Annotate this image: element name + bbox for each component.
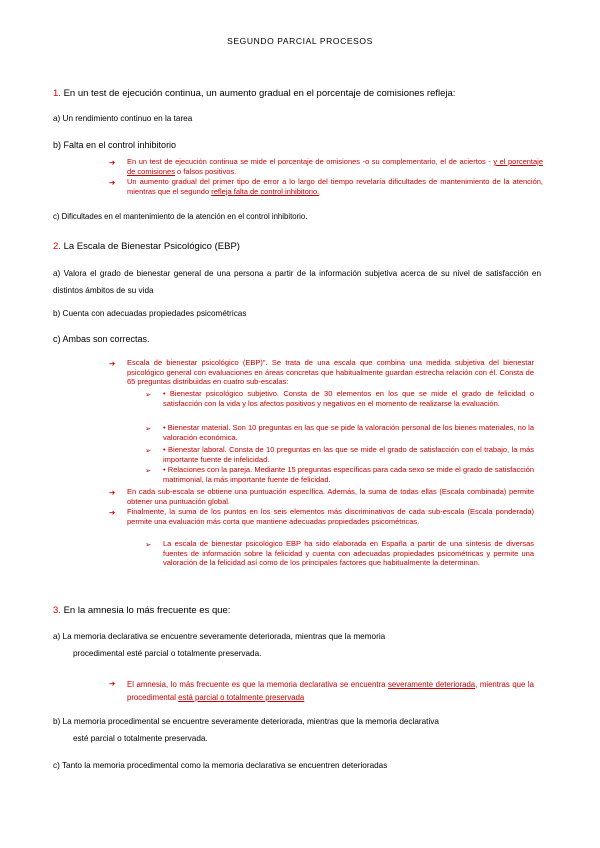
q2-subitem-4: • Relaciones con la pareja. Mediante 15 preguntas específicas para cada sexo se mide el grado de satisfacción matrimonial, la más importante fuente de felicidad. [163,465,534,484]
q2-subitem-2: • Bienestar material. Son 10 preguntas en las que se pide la valoración personal de los bienes materiales, no la valoración económica. [163,423,534,442]
q2-subitem-3: • Bienestar laboral. Consta de 10 preguntas en las que se mide el grado de satisfacción con el trabajo, la más importante fuente de infelicidad. [163,445,534,464]
q1-option-c: c) Dificultades en el mantenimiento de la atención en el control inhibitorio. [53,212,308,221]
q2-answer-1: Escala de bienestar psicológico (EBP)". Se trata de una escala que combina una medida subjetiva del bienestar psicológico general con evaluaciones en áreas concretas que habitualmente guardan estrecha relación con él. Consta de 65 preguntas distribuidas en cuatro sub-escalas: [127,358,534,386]
question-2 [53,241,240,252]
arrow-icon: ➔ [109,158,116,167]
q1-option-a: a) Un rendimiento continuo en la tarea [53,114,193,123]
q3-answer: El amnesia, lo más frecuente es que la memoria declarativa se encuentra severamente deteriorada, mientras que la procedimental está parcial o totalmente preservada [127,680,534,702]
question-text: La Escala de Bienestar Psicológico (EBP) [60,241,240,252]
q3-option-c: c) Tanto la memoria procedimental como la memoria declarativa se encuentren deterioradas [53,761,388,770]
q2-subitem-5: La escala de bienestar psicológico EBP ha sido elaborada en España a partir de una síntesis de diversas fuentes de información sobre la felicidad y cuenta con adecuadas propiedades psicométricas y permite una valoración de la felicidad así como de los principales factores que habitualmente la determinan. [163,539,534,567]
question-number: 3. [53,605,61,616]
question-1 [53,88,455,99]
sub-arrow-icon: ➢ [145,424,152,433]
sub-arrow-icon: ➢ [145,390,152,399]
question-number: 2. [53,241,61,252]
q2-answer-2: En cada sub-escala se obtiene una puntuación específica. Además, la suma de todas ellas (Escala combinada) permite obtener una puntuación global. [127,487,534,506]
sub-arrow-icon: ➢ [145,446,152,455]
q2-subitem-1: • Bienestar psicológico subjetivo. Consta de 30 elementos en los que se mide el grado de felicidad o satisfacción con la vida y los afectos positivos y negativos en el momento de realizarse la evaluación. [163,389,534,408]
question-3 [53,605,230,616]
question-text: En un test de ejecución continua, un aumento gradual en el porcentaje de comisiones refleja: [60,88,456,99]
q1-answer-1: En un test de ejecución continua se mide el porcentaje de omisiones -o su complementario, el de aciertos - y el porcentaje de comisiones o falsos positivos. [127,157,543,176]
q2-answer-3: Finalmente, la suma de los puntos en los seis elementos más discriminativos de cada sub-escala (Escala ponderada) permite una evaluación más corta que mantiene adecuadas propiedades psicométricas. [127,507,534,526]
q3-option-a: a) La memoria declarativa se encuentre severamente deteriorada, mientras que la memoria procedimental esté parcial o totalmente preservada. [53,632,386,658]
q2-option-b: b) Cuenta con adecuadas propiedades psicométricas [53,309,247,318]
question-text: En la amnesia lo más frecuente es que: [60,605,231,616]
sub-arrow-icon: ➢ [145,466,152,475]
sub-arrow-icon: ➢ [145,540,152,549]
q1-answer-2: Un aumento gradual del primer tipo de error a lo largo del tiempo revelaría dificultades de mantenimiento de la atención, mientras que el segundo refleja falta de control inhibitorio. [127,177,543,196]
q3-option-b: b) La memoria procedimental se encuentre severamente deteriorada, mientras que la memoria declarativa esté parcial o totalmente preservada. [53,717,439,743]
q2-option-a: a) Valora el grado de bienestar general de una persona a partir de la información subjetiva acerca de su nivel de satisfacción en distintos ámbitos de su vida [53,269,541,295]
arrow-icon: ➔ [109,488,116,497]
page-title: SEGUNDO PARCIAL PROCESOS [227,36,373,46]
question-number: 1. [53,88,61,99]
arrow-icon: ➔ [109,178,116,187]
arrow-icon: ➔ [109,508,116,517]
arrow-icon: ➔ [109,679,116,688]
arrow-icon: ➔ [109,359,116,368]
q1-option-b: b) Falta en el control inhibitorio [53,140,177,150]
q2-option-c: c) Ambas son correctas. [53,334,150,344]
